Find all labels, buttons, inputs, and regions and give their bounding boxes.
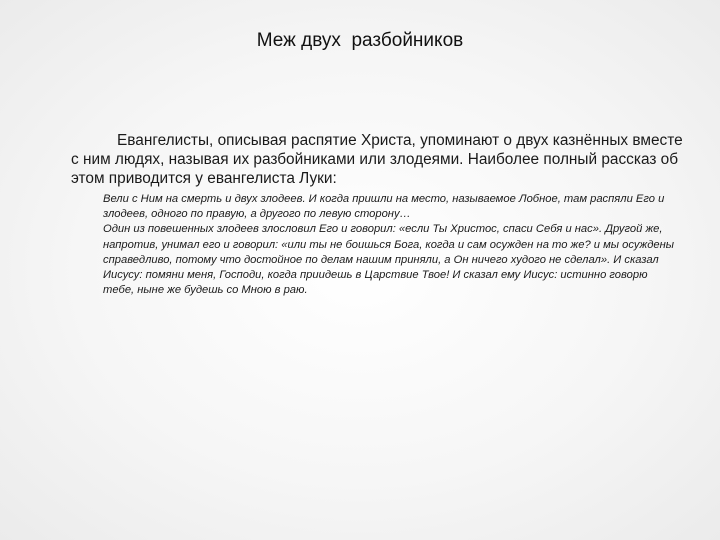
quote-paragraph-1: Вели с Ним на смерть и двух злодеев. И когда пришли на место, называемое Лобное, там распяли Его и злодеев, одного по правую, а другого по левую сторону…: [103, 193, 665, 221]
gospel-quote: [103, 192, 675, 298]
slide-title: Меж двух разбойников: [256, 30, 464, 51]
intro-paragraph: Евангелисты, описывая распятие Христа, упоминают о двух казнённых вместе с ним людях, называя их разбойниками или злодеями. Наиболее полный рассказ об этом приводится у евангелиста Луки:: [71, 132, 683, 187]
quote-paragraph-2: Один из повешенных злодеев злословил Его и говорил: «если Ты Христос, спаси Себя и нас». Другой же, напротив, унимал его и говорил: «или ты не боишься Бога, когда и сам осужден на то же? и мы осуждены справедливо, потому что достойное по делам нашим приняли, а Он ничего худого не сделал». И сказал Иисусу: помяни меня, Господи, когда приидешь в Царствие Твое! И сказал ему Иисус: истинно говорю тебе, ныне же будешь со Мною в раю.: [103, 223, 675, 297]
